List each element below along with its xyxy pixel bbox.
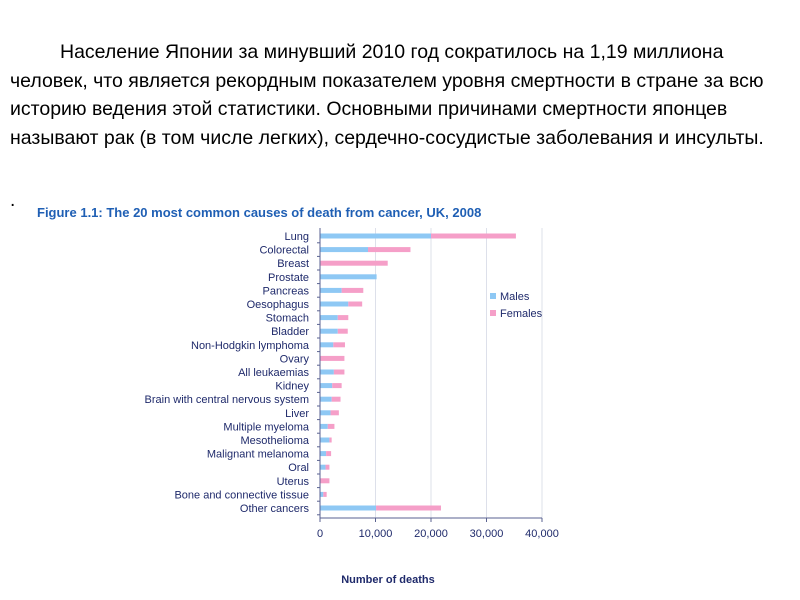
category-label: Liver [285, 407, 309, 420]
chart-title: Figure 1.1: The 20 most common causes of death from cancer, UK, 2008 [37, 205, 482, 220]
category-label: Other cancers [239, 503, 309, 515]
category-label: Kidney [275, 380, 309, 393]
bar-females [334, 370, 345, 375]
bar-females [326, 465, 330, 470]
bar-females [333, 342, 345, 347]
x-axis-label: Number of deaths [341, 574, 435, 586]
category-label: Stomach [265, 312, 309, 325]
bar-males [320, 315, 338, 320]
bar-males [320, 329, 338, 334]
bar-females [338, 329, 348, 334]
bar-females [326, 451, 331, 456]
bar-males [320, 274, 377, 279]
bar-females [320, 478, 329, 483]
category-label: Oral [288, 462, 309, 475]
bar-females [376, 506, 441, 511]
category-label: Mesothelioma [240, 435, 309, 447]
bar-males [320, 234, 431, 239]
category-label: All leukaemias [238, 367, 309, 379]
bar-males [320, 397, 332, 402]
bar-females [321, 261, 388, 266]
bar-males [320, 438, 329, 443]
x-tick-label: 10,000 [358, 528, 393, 540]
bar-females [320, 356, 344, 361]
legend-swatch [490, 310, 496, 316]
bar-males [320, 410, 331, 415]
category-label: Lung [284, 231, 309, 243]
bar-females [332, 383, 341, 388]
intro-text: Население Японии за минувший 2010 год сократилось на 1,19 миллиона человек, что является рекордным показателем уровня смертности в стране за всю историю ведения этой статистики. Основными причинами смертности японцев называют рак (в том числе легких), сердечно-сосудистые заболевания и инсульты. [10, 41, 764, 149]
bar-females [323, 492, 326, 497]
category-label: Malignant melanoma [206, 448, 309, 461]
bar-females [332, 397, 341, 402]
bar-females [331, 410, 339, 415]
bar-females [368, 247, 410, 252]
bar-females [431, 234, 516, 239]
bar-males [320, 424, 328, 429]
bar-males [320, 370, 334, 375]
bar-females [329, 438, 331, 443]
bar-females [342, 288, 364, 293]
bar-females [338, 315, 349, 320]
bar-males [320, 451, 326, 456]
bar-females [348, 302, 362, 307]
category-label: Oesophagus [246, 299, 309, 311]
x-tick-label: 0 [316, 528, 324, 540]
trailing-dot: . [10, 190, 16, 211]
bar-males [320, 383, 332, 388]
category-label: Breast [277, 258, 309, 271]
bar-males [320, 288, 342, 293]
category-label: Bladder [271, 326, 309, 339]
category-label: Multiple myeloma [223, 421, 309, 434]
category-label: Prostate [268, 271, 309, 284]
category-label: Bone and connective tissue [174, 489, 309, 502]
bar-females [328, 424, 335, 429]
category-label: Uterus [276, 475, 309, 488]
category-labels [145, 231, 310, 515]
category-label: Brain with central nervous system [144, 394, 309, 407]
category-label: Colorectal [259, 244, 309, 257]
bar-males [320, 506, 376, 511]
legend-swatch [490, 293, 496, 299]
category-label: Non-Hodgkin lymphoma [191, 339, 309, 352]
x-tick-label: 40,000 [525, 528, 559, 540]
gridlines [376, 228, 543, 518]
category-label: Ovary [279, 353, 309, 366]
legend-label: Females [500, 308, 543, 320]
x-tick-label: 30,000 [469, 528, 504, 540]
x-tick-label: 20,000 [414, 528, 448, 540]
legend-label: Males [500, 291, 530, 303]
bar-males [320, 302, 348, 307]
category-label: Pancreas [262, 285, 309, 298]
bar-males [320, 342, 333, 347]
bar-males [320, 247, 368, 252]
legend [490, 291, 543, 320]
bar-males [320, 465, 326, 470]
